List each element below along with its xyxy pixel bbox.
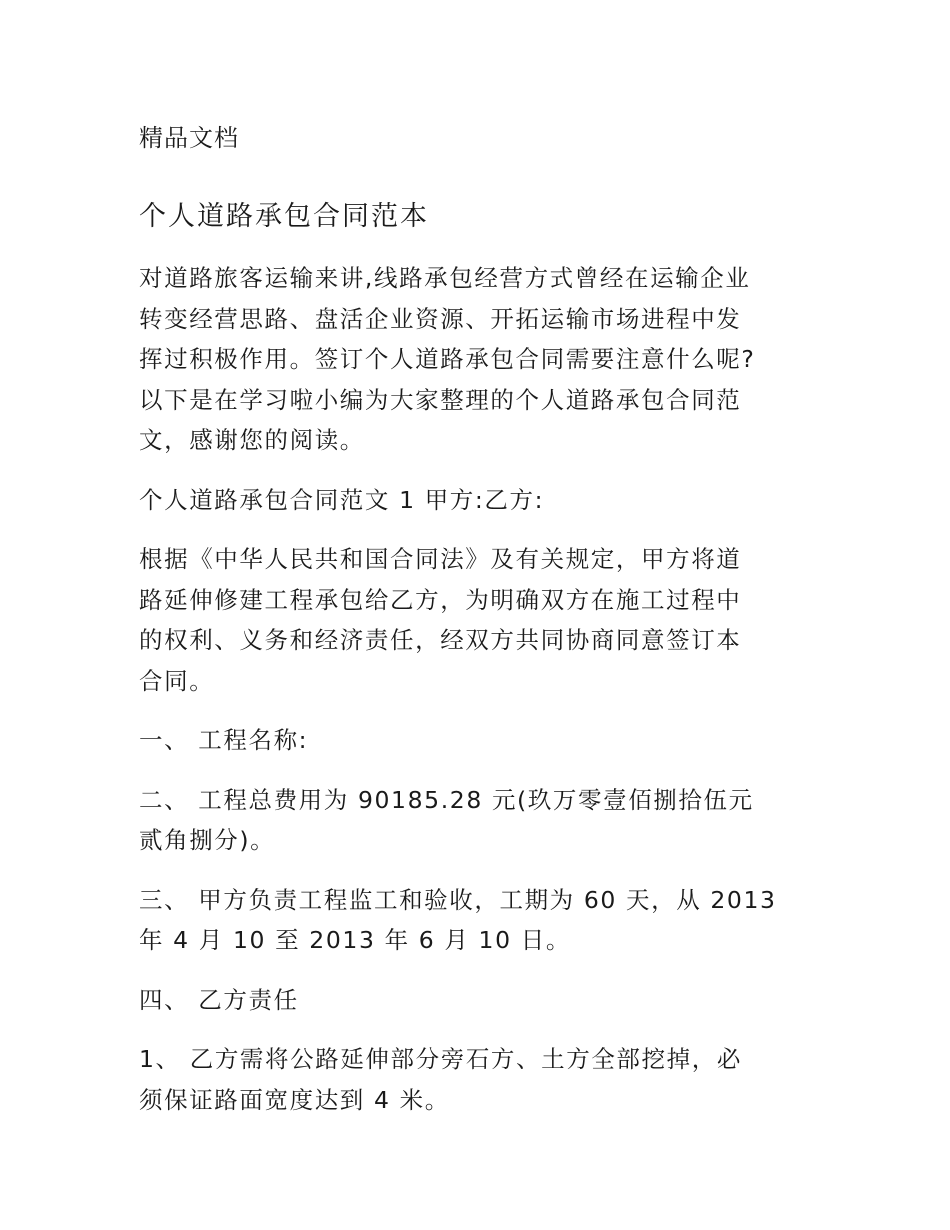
paragraph-line: 以下是在学习啦小编为大家整理的个人道路承包合同范 [139,385,742,414]
clause-3-supervision-period [139,880,819,961]
page-header: 精品文档 [139,124,239,152]
paragraph-line: 年 4 月 10 至 2013 年 6 月 10 日。 [139,926,571,954]
paragraph-line: 二、 工程总费用为 90185.28 元(玖万零壹佰捌拾伍元 [139,785,754,814]
paragraph-line: 三、 甲方负责工程监工和验收，工期为 60 天，从 2013 [139,885,777,914]
paragraph-line: 路延伸修建工程承包给乙方，为明确双方在施工过程中 [139,585,742,614]
document-body [139,258,819,1139]
clause-1-project-name [139,720,819,761]
paragraph-line: 1、 乙方需将公路延伸部分旁石方、土方全部挖掉，必 [139,1045,742,1073]
paragraph-line: 文，感谢您的阅读。 [139,426,365,454]
clause-2-total-cost [139,780,819,861]
paragraph-line: 挥过积极作用。签订个人道路承包合同需要注意什么呢? [139,345,756,373]
clause-4-party-b-duties [139,980,819,1021]
document-title: 个人道路承包合同范本 [139,201,429,232]
paragraph-line: 贰角捌分)。 [139,826,276,854]
subclause-1-excavation [139,1039,819,1120]
paragraph-intro [139,258,819,461]
paragraph-contract-parties [139,480,819,521]
paragraph-line: 转变经营思路、盘活企业资源、开拓运输市场进程中发 [139,304,742,333]
paragraph-line: 四、 乙方责任 [139,985,299,1014]
paragraph-line: 对道路旅客运输来讲,线路承包经营方式曾经在运输企业 [139,264,751,292]
paragraph-line: 个人道路承包合同范文 1 甲方:乙方: [139,485,545,514]
paragraph-line: 一、 工程名称: [139,726,309,754]
paragraph-line: 根据《中华人民共和国合同法》及有关规定，甲方将道 [139,545,742,573]
paragraph-line: 的权利、义务和经济责任，经双方共同协商同意签订本 [139,626,742,654]
paragraph-contract-basis [139,539,819,701]
paragraph-line: 须保证路面宽度达到 4 米。 [139,1085,450,1114]
paragraph-line: 合同。 [139,666,215,695]
